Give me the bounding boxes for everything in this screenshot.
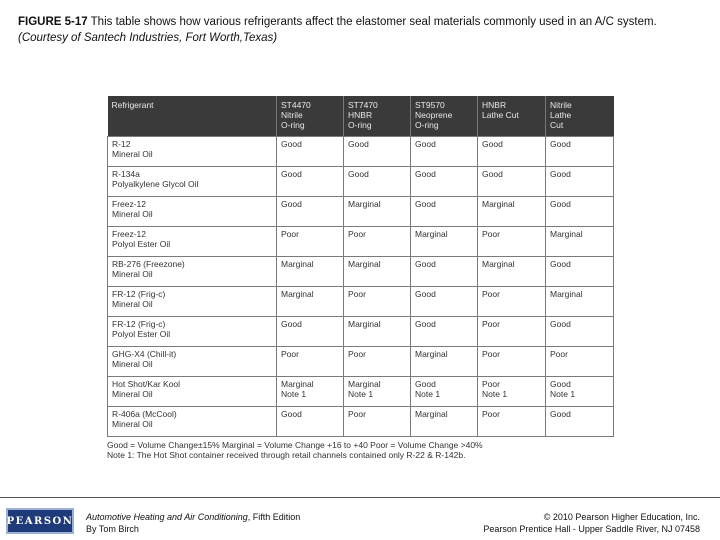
refrigerant-cell: Freez-12 Polyol Ester Oil (108, 227, 277, 257)
refrigerant-cell: Freez-12 Mineral Oil (108, 197, 277, 227)
footer-divider (0, 497, 720, 498)
legend-note: Note 1: The Hot Shot container received through retail channels contained only R-22 & R-142b. (107, 450, 466, 460)
rating-cell: Good (478, 137, 546, 167)
column-header: Nitrile Lathe Cut (546, 96, 614, 137)
rating-cell: Good (344, 167, 411, 197)
rating-cell: Good (478, 167, 546, 197)
rating-cell: Marginal (411, 227, 478, 257)
refrigerant-cell: RB-276 (Freezone) Mineral Oil (108, 257, 277, 287)
rating-cell: Good (546, 167, 614, 197)
column-header: HNBR Lathe Cut (478, 96, 546, 137)
rating-cell: Marginal (546, 227, 614, 257)
pearson-logo (6, 508, 74, 534)
caption-credit: (Courtesy of Santech Industries, Fort Worth,Texas) (18, 32, 278, 44)
copyright-notice: © 2010 Pearson Higher Education, Inc. (543, 512, 700, 522)
column-header: ST4470 Nitrile O-ring (277, 96, 344, 137)
book-edition: , Fifth Edition (247, 512, 301, 522)
refrigerant-cell: FR-12 (Frig-c) Mineral Oil (108, 287, 277, 317)
rating-cell: Good (277, 137, 344, 167)
footer-publisher-info (483, 511, 700, 535)
table-row (108, 257, 614, 287)
table-legend (107, 440, 613, 460)
rating-cell: Poor (344, 347, 411, 377)
table-header-row (108, 96, 614, 137)
refrigerant-cell: GHG-X4 (Chill-it) Mineral Oil (108, 347, 277, 377)
rating-cell: Marginal (478, 197, 546, 227)
refrigerant-cell: R-406a (McCool) Mineral Oil (108, 407, 277, 437)
rating-cell: Poor (478, 317, 546, 347)
rating-cell: Good Note 1 (411, 377, 478, 407)
table-body (108, 137, 614, 437)
footer-book-info (86, 511, 300, 535)
table-row (108, 347, 614, 377)
rating-cell: Good (277, 407, 344, 437)
rating-cell: Marginal (344, 197, 411, 227)
rating-cell: Good (411, 197, 478, 227)
caption-text: This table shows how various refrigerants affect the elastomer seal materials commonly used in an A/C system. (87, 16, 657, 28)
refrigerant-cell: R-134a Polyalkylene Glycol Oil (108, 167, 277, 197)
rating-cell: Good (411, 137, 478, 167)
column-header: ST9570 Neoprene O-ring (411, 96, 478, 137)
book-author: By Tom Birch (86, 524, 139, 534)
column-header: ST7470 HNBR O-ring (344, 96, 411, 137)
rating-cell: Good (546, 257, 614, 287)
rating-cell: Poor (277, 227, 344, 257)
rating-cell: Good (277, 317, 344, 347)
refrigerant-table-figure (107, 96, 613, 460)
table-row (108, 377, 614, 407)
refrigerant-compatibility-table (107, 96, 614, 437)
rating-cell: Marginal (411, 407, 478, 437)
rating-cell: Poor (478, 407, 546, 437)
rating-cell: Good (411, 287, 478, 317)
column-header: Refrigerant (108, 96, 277, 137)
legend-ratings: Good = Volume Change±15% Marginal = Volume Change +16 to +40 Poor = Volume Change >40% (107, 440, 483, 450)
rating-cell: Good (546, 317, 614, 347)
rating-cell: Poor (546, 347, 614, 377)
table-row (108, 227, 614, 257)
table-row (108, 197, 614, 227)
rating-cell: Marginal (344, 257, 411, 287)
rating-cell: Marginal (478, 257, 546, 287)
table-row (108, 407, 614, 437)
rating-cell: Good (277, 167, 344, 197)
rating-cell: Good (546, 407, 614, 437)
rating-cell: Poor (277, 347, 344, 377)
rating-cell: Poor Note 1 (478, 377, 546, 407)
publisher-address: Pearson Prentice Hall - Upper Saddle River, NJ 07458 (483, 524, 700, 534)
refrigerant-cell: Hot Shot/Kar Kool Mineral Oil (108, 377, 277, 407)
rating-cell: Good (411, 317, 478, 347)
rating-cell: Marginal Note 1 (277, 377, 344, 407)
rating-cell: Marginal (546, 287, 614, 317)
table-row (108, 287, 614, 317)
rating-cell: Good (411, 167, 478, 197)
table-row (108, 167, 614, 197)
rating-cell: Good (546, 137, 614, 167)
figure-label: FIGURE 5-17 (18, 16, 88, 28)
rating-cell: Marginal Note 1 (344, 377, 411, 407)
rating-cell: Good (546, 197, 614, 227)
rating-cell: Marginal (411, 347, 478, 377)
rating-cell: Good Note 1 (546, 377, 614, 407)
figure-caption (18, 14, 708, 46)
rating-cell: Poor (478, 227, 546, 257)
table-row (108, 137, 614, 167)
refrigerant-cell: FR-12 (Frig-c) Polyol Ester Oil (108, 317, 277, 347)
rating-cell: Marginal (277, 287, 344, 317)
rating-cell: Poor (344, 227, 411, 257)
rating-cell: Good (344, 137, 411, 167)
table-row (108, 317, 614, 347)
rating-cell: Poor (478, 287, 546, 317)
refrigerant-cell: R-12 Mineral Oil (108, 137, 277, 167)
pearson-logo-text: PEARSON (6, 515, 74, 527)
rating-cell: Poor (344, 407, 411, 437)
rating-cell: Good (277, 197, 344, 227)
rating-cell: Poor (344, 287, 411, 317)
rating-cell: Marginal (344, 317, 411, 347)
rating-cell: Marginal (277, 257, 344, 287)
rating-cell: Poor (478, 347, 546, 377)
book-title: Automotive Heating and Air Conditioning (86, 512, 248, 522)
rating-cell: Good (411, 257, 478, 287)
